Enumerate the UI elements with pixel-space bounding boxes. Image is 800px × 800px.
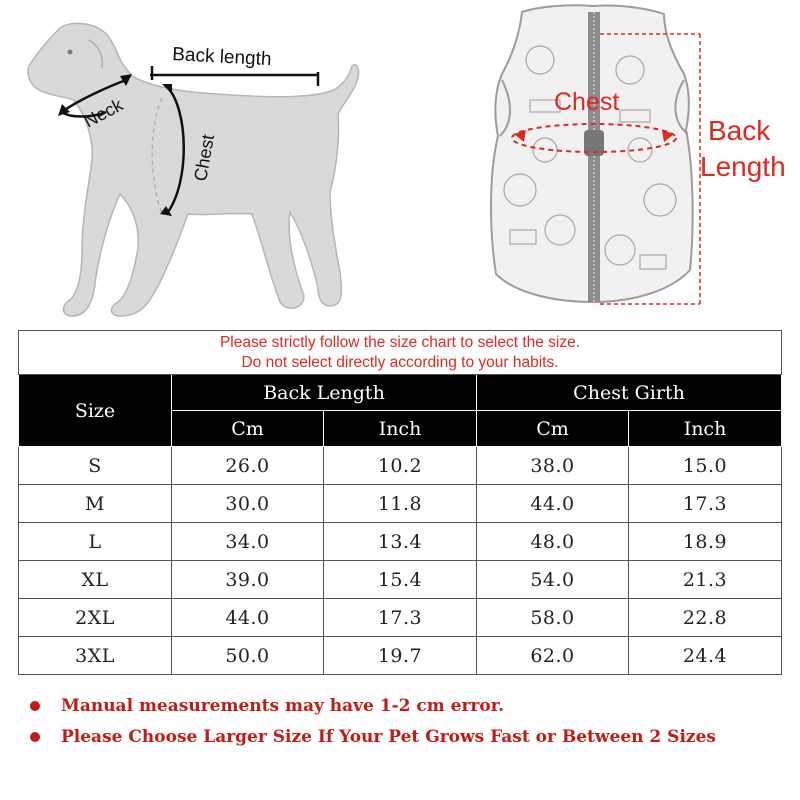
back-length-inch-cell: 10.2 — [324, 447, 477, 485]
vest-chest-label: Chest — [554, 88, 620, 116]
back-length-inch-header: Inch — [324, 411, 477, 447]
size-notice — [19, 331, 782, 375]
chest-girth-header: Chest Girth — [477, 375, 782, 411]
table-row — [19, 561, 782, 599]
size-cell: XL — [19, 561, 172, 599]
chest-girth-inch-cell: 17.3 — [629, 485, 782, 523]
chest-girth-inch-cell: 24.4 — [629, 637, 782, 675]
back-length-cm-cell: 39.0 — [172, 561, 324, 599]
size-cell: 2XL — [19, 599, 172, 637]
chest-girth-inch-cell: 21.3 — [629, 561, 782, 599]
measurement-notes — [30, 690, 790, 752]
bullet-dot-icon — [30, 701, 40, 711]
chest-girth-cm-cell: 58.0 — [477, 599, 629, 637]
dog-illustration — [28, 23, 359, 316]
table-row — [19, 523, 782, 561]
chest-girth-inch-header: Inch — [629, 411, 782, 447]
neck-label: Neck — [80, 94, 127, 132]
back-length-inch-cell: 15.4 — [324, 561, 477, 599]
back-length-inch-cell: 17.3 — [324, 599, 477, 637]
chest-girth-cm-cell: 54.0 — [477, 561, 629, 599]
vest-length-label: Length — [700, 151, 786, 182]
back-length-cm-cell: 50.0 — [172, 637, 324, 675]
back-length-cm-cell: 34.0 — [172, 523, 324, 561]
note-text: Manual measurements may have 1-2 cm error. — [61, 695, 505, 716]
chest-girth-inch-cell: 15.0 — [629, 447, 782, 485]
bullet-dot-icon — [30, 732, 40, 742]
chest-girth-inch-cell: 18.9 — [629, 523, 782, 561]
size-cell: L — [19, 523, 172, 561]
chest-girth-inch-cell: 22.8 — [629, 599, 782, 637]
size-cell: 3XL — [19, 637, 172, 675]
back-length-cm-cell: 26.0 — [172, 447, 324, 485]
size-chart-table — [18, 330, 782, 675]
measurement-diagram — [0, 0, 800, 330]
measurement-illustration — [0, 0, 800, 330]
table-row — [19, 485, 782, 523]
back-length-inch-cell: 13.4 — [324, 523, 477, 561]
vest-illustration — [491, 5, 786, 304]
size-cell: S — [19, 447, 172, 485]
vest-back-label: Back — [708, 115, 771, 146]
note-item — [30, 690, 790, 721]
group-header-row — [19, 375, 782, 411]
notice-line-1: Please strictly follow the size chart to select the size. — [219, 333, 581, 351]
notice-line-2: Do not select directly according to your habits. — [241, 353, 559, 371]
chest-girth-cm-cell: 62.0 — [477, 637, 629, 675]
back-length-inch-cell: 19.7 — [324, 637, 477, 675]
back-length-cm-cell: 30.0 — [172, 485, 324, 523]
table-row — [19, 447, 782, 485]
chest-label: Chest — [190, 132, 219, 183]
chest-girth-cm-cell: 48.0 — [477, 523, 629, 561]
size-cell: M — [19, 485, 172, 523]
back-length-inch-cell: 11.8 — [324, 485, 477, 523]
back-length-label: Back length — [171, 44, 272, 71]
note-item — [30, 721, 790, 752]
notice-row — [19, 331, 782, 375]
table-row — [19, 637, 782, 675]
chest-girth-cm-cell: 44.0 — [477, 485, 629, 523]
table-row — [19, 599, 782, 637]
note-text: Please Choose Larger Size If Your Pet Grows Fast or Between 2 Sizes — [61, 726, 716, 747]
back-length-cm-cell: 44.0 — [172, 599, 324, 637]
back-length-header: Back Length — [172, 375, 477, 411]
back-length-cm-header: Cm — [172, 411, 324, 447]
size-column-header: Size — [19, 375, 172, 447]
chest-girth-cm-cell: 38.0 — [477, 447, 629, 485]
chest-girth-cm-header: Cm — [477, 411, 629, 447]
